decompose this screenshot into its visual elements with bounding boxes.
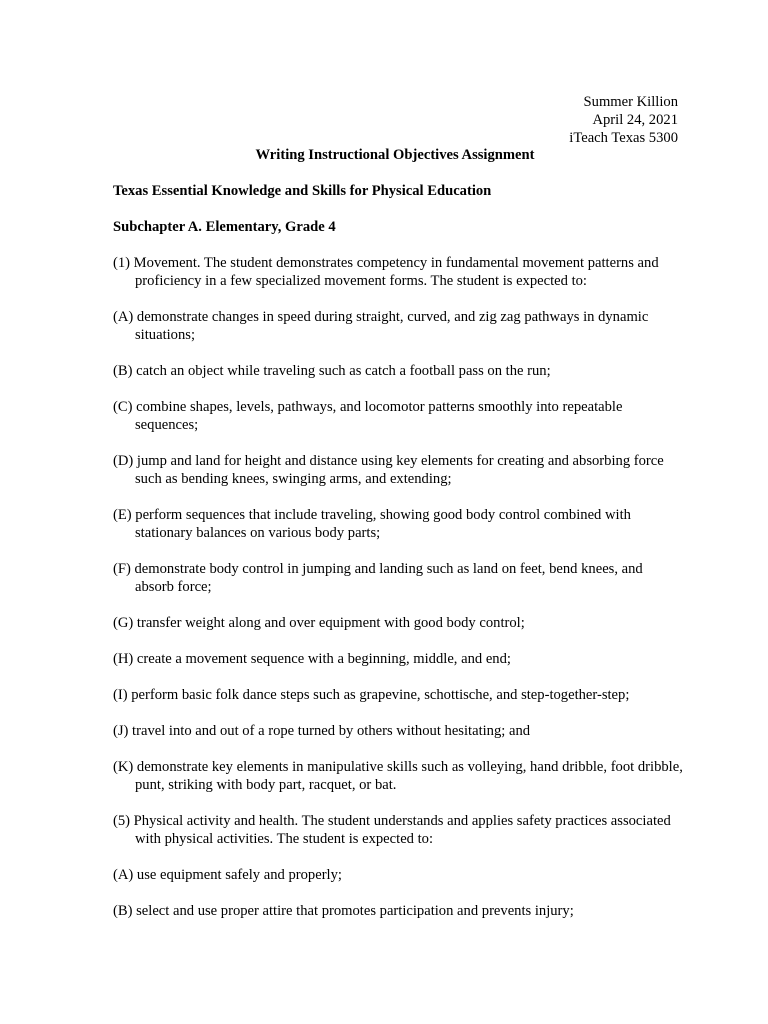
paragraph-item-h: (H) create a movement sequence with a beginning, middle, and end; bbox=[113, 651, 511, 667]
author-name: Summer Killion bbox=[583, 94, 678, 110]
section-heading: Texas Essential Knowledge and Skills for Physical Education bbox=[113, 183, 492, 199]
paragraph-item-g: (G) transfer weight along and over equipment with good body control; bbox=[113, 615, 525, 631]
subchapter-heading: Subchapter A. Elementary, Grade 4 bbox=[113, 219, 336, 235]
document-title: Writing Instructional Objectives Assignment bbox=[255, 147, 535, 163]
paragraph-item-i: (I) perform basic folk dance steps such as grapevine, schottische, and step-together-step; bbox=[113, 687, 630, 703]
author-header bbox=[569, 93, 678, 147]
paragraph-item-a: (A) demonstrate changes in speed during straight, curved, and zig zag pathways in dynamic situations; bbox=[113, 309, 649, 343]
paragraph-item-b: (B) catch an object while traveling such as catch a football pass on the run; bbox=[113, 363, 551, 379]
paragraph-item-j: (J) travel into and out of a rope turned by others without hesitating; and bbox=[113, 723, 531, 739]
course-name: iTeach Texas 5300 bbox=[569, 130, 678, 146]
paragraph-item-f: (F) demonstrate body control in jumping and landing such as land on feet, bend knees, and absorb force; bbox=[113, 561, 643, 595]
paragraph-item-d: (D) jump and land for height and distance using key elements for creating and absorbing force such as bending knees, swinging arms, and extending; bbox=[113, 453, 664, 487]
document-body bbox=[113, 182, 683, 938]
document-date: April 24, 2021 bbox=[592, 112, 678, 128]
paragraph-item-e: (E) perform sequences that include traveling, showing good body control combined with stationary balances on various body parts; bbox=[113, 507, 631, 541]
paragraph-movement: (1) Movement. The student demonstrates competency in fundamental movement patterns and proficiency in a few specialized movement forms. The student is expected to: bbox=[113, 255, 659, 289]
paragraph-physical-activity: (5) Physical activity and health. The student understands and applies safety practices associated with physical activities. The student is expected to: bbox=[113, 813, 671, 847]
paragraph-item-c: (C) combine shapes, levels, pathways, and locomotor patterns smoothly into repeatable sequences; bbox=[113, 399, 623, 433]
paragraph-item-k: (K) demonstrate key elements in manipulative skills such as volleying, hand dribble, foot dribble, punt, striking with body part, racquet, or bat. bbox=[113, 759, 683, 793]
paragraph-item-a-2: (A) use equipment safely and properly; bbox=[113, 867, 342, 883]
paragraph-item-b-2: (B) select and use proper attire that promotes participation and prevents injury; bbox=[113, 903, 574, 919]
